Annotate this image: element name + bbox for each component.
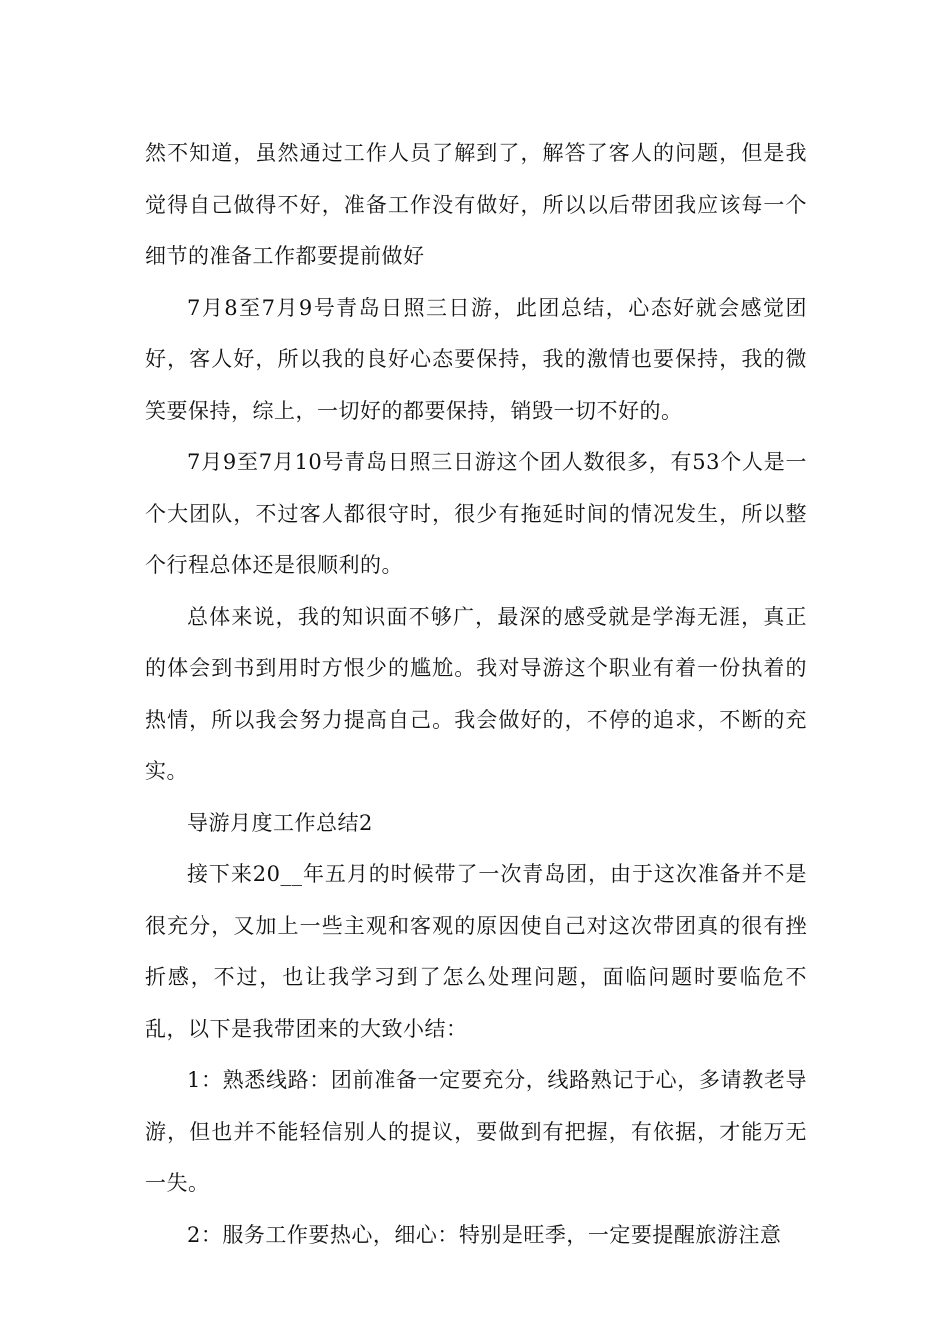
paragraph-4: 总体来说，我的知识面不够广，最深的感受就是学海无涯，真正的体会到书到用时方恨少的尴尬。我对导游这个职业有着一份执着的热情，所以我会努力提高自己。我会做好的，不停的追求，不断的充实。: [145, 604, 807, 783]
paragraph-3: 7月9至7月10号青岛日照三日游这个团人数很多，有53个人是一个大团队，不过客人都很守时，很少有拖延时间的情况发生，所以整个行程总体还是很顺利的。: [145, 450, 807, 577]
list-item-1: 1：熟悉线路：团前准备一定要充分，线路熟记于心，多请教老导游，但也并不能轻信别人的提议，要做到有把握，有依据，才能万无一失。: [145, 1068, 807, 1195]
paragraph-1: 然不知道，虽然通过工作人员了解到了，解答了客人的问题，但是我觉得自己做得不好，准备工作没有做好，所以以后带团我应该每一个细节的准备工作都要提前做好: [145, 141, 807, 268]
list-item-2: 2：服务工作要热心，细心：特别是旺季，一定要提醒旅游注意: [187, 1222, 782, 1247]
section-heading: 导游月度工作总结2: [187, 810, 373, 835]
paragraph-2: 7月8至7月9号青岛日照三日游，此团总结，心态好就会感觉团好，客人好，所以我的良好心态要保持，我的激情也要保持，我的微笑要保持，综上，一切好的都要保持，销毁一切不好的。: [145, 295, 807, 423]
paragraph-5: 接下来20__年五月的时候带了一次青岛团，由于这次准备并不是很充分，又加上一些主观和客观的原因使自己对这次带团真的很有挫折感，不过，也让我学习到了怎么处理问题，面临问题时要临危不乱，以下是我带团来的大致小结：: [145, 862, 807, 1041]
document-body: [145, 128, 807, 1261]
